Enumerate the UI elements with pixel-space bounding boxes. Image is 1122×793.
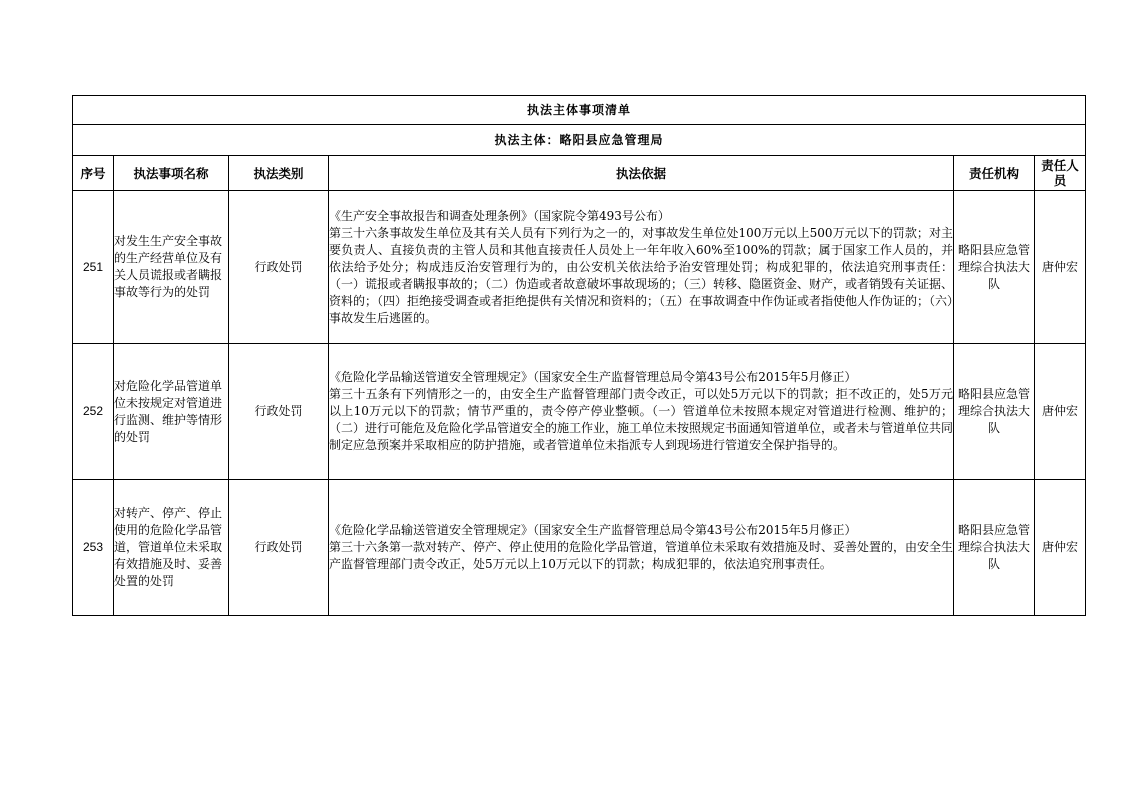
basis-text: 第三十六条事故发生单位及其有关人员有下列行为之一的，对事故发生单位处100万元以上500万元以下的罚款；对主要负责人、直接负责的主管人员和其他直接责任人员处上一年年收入60%至100%的罚款；属于国家工作人员的，并依法给予处分；构成违反治安管理行为的，由公安机关依法给予治安管理处罚；构成犯罪的，依法追究刑事责任：（一）谎报或者瞒报事故的；（二）伪造或者故意破坏事故现场的；（三）转移、隐匿资金、财产，或者销毁有关证据、资料的；（四）拒绝接受调查或者拒绝提供有关情况和资料的；（五）在事故调查中作伪证或者指使他人作伪证的；（六）事故发生后逃匿的。 [329, 225, 954, 325]
item-type: 行政处罚 [229, 480, 329, 616]
item-basis [329, 191, 954, 344]
responsible-org: 略阳县应急管理综合执法大队 [954, 344, 1035, 480]
basis-text: 第三十六条第一款对转产、停产、停止使用的危险化学品管道，管道单位未采取有效措施及时、妥善处置的，由安全生产监督管理部门责令改正，处5万元以上10万元以下的罚款；构成犯罪的，依法追究刑事责任。 [329, 540, 954, 571]
responsible-person: 唐仲宏 [1035, 191, 1086, 344]
header-name: 执法事项名称 [114, 156, 229, 191]
item-name: 对转产、停产、停止使用的危险化学品管道，管道单位未采取有效措施及时、妥善处置的处罚 [114, 480, 229, 616]
table-row [73, 191, 1086, 344]
item-name: 对发生生产安全事故的生产经营单位及有关人员谎报或者瞒报事故等行为的处罚 [114, 191, 229, 344]
responsible-org: 略阳县应急管理综合执法大队 [954, 191, 1035, 344]
basis-source: 《生产安全事故报告和调查处理条例》（国家院令第493号公布） [329, 208, 670, 223]
header-basis: 执法依据 [329, 156, 954, 191]
row-number: 252 [73, 344, 114, 480]
header-type: 执法类别 [229, 156, 329, 191]
table-row [73, 344, 1086, 480]
responsible-person: 唐仲宏 [1035, 480, 1086, 616]
item-name: 对危险化学品管道单位未按规定对管道进行监测、维护等情形的处罚 [114, 344, 229, 480]
item-basis [329, 344, 954, 480]
responsible-person: 唐仲宏 [1035, 344, 1086, 480]
responsible-org: 略阳县应急管理综合执法大队 [954, 480, 1035, 616]
basis-source: 《危险化学品输送管道安全管理规定》（国家安全生产监督管理总局令第43号公布2015年5月修正） [329, 523, 857, 537]
header-person: 责任人员 [1035, 156, 1086, 191]
basis-text: 第三十五条有下列情形之一的，由安全生产监督管理部门责令改正，可以处5万元以下的罚款；拒不改正的，处5万元以上10万元以下的罚款；情节严重的，责令停产停业整顿。（一）管道单位未按照本规定对管道进行检测、维护的；（二）进行可能危及危险化学品管道安全的施工作业，施工单位未按照规定书面通知管道单位，或者未与管道单位共同制定应急预案并采取相应的防护措施，或者管道单位未指派专人到现场进行管道安全保护指导的。 [329, 387, 954, 452]
item-type: 行政处罚 [229, 191, 329, 344]
item-type: 行政处罚 [229, 344, 329, 480]
sheet-title: 执法主体事项清单 [73, 96, 1086, 125]
basis-source: 《危险化学品输送管道安全管理规定》（国家安全生产监督管理总局令第43号公布2015年5月修正） [329, 370, 857, 384]
header-no: 序号 [73, 156, 114, 191]
row-number: 251 [73, 191, 114, 344]
header-row [73, 156, 1086, 191]
row-number: 253 [73, 480, 114, 616]
enforcement-items-table [72, 95, 1086, 616]
header-org: 责任机构 [954, 156, 1035, 191]
item-basis [329, 480, 954, 616]
table-row [73, 480, 1086, 616]
enforcement-subject: 执法主体：略阳县应急管理局 [73, 125, 1086, 156]
